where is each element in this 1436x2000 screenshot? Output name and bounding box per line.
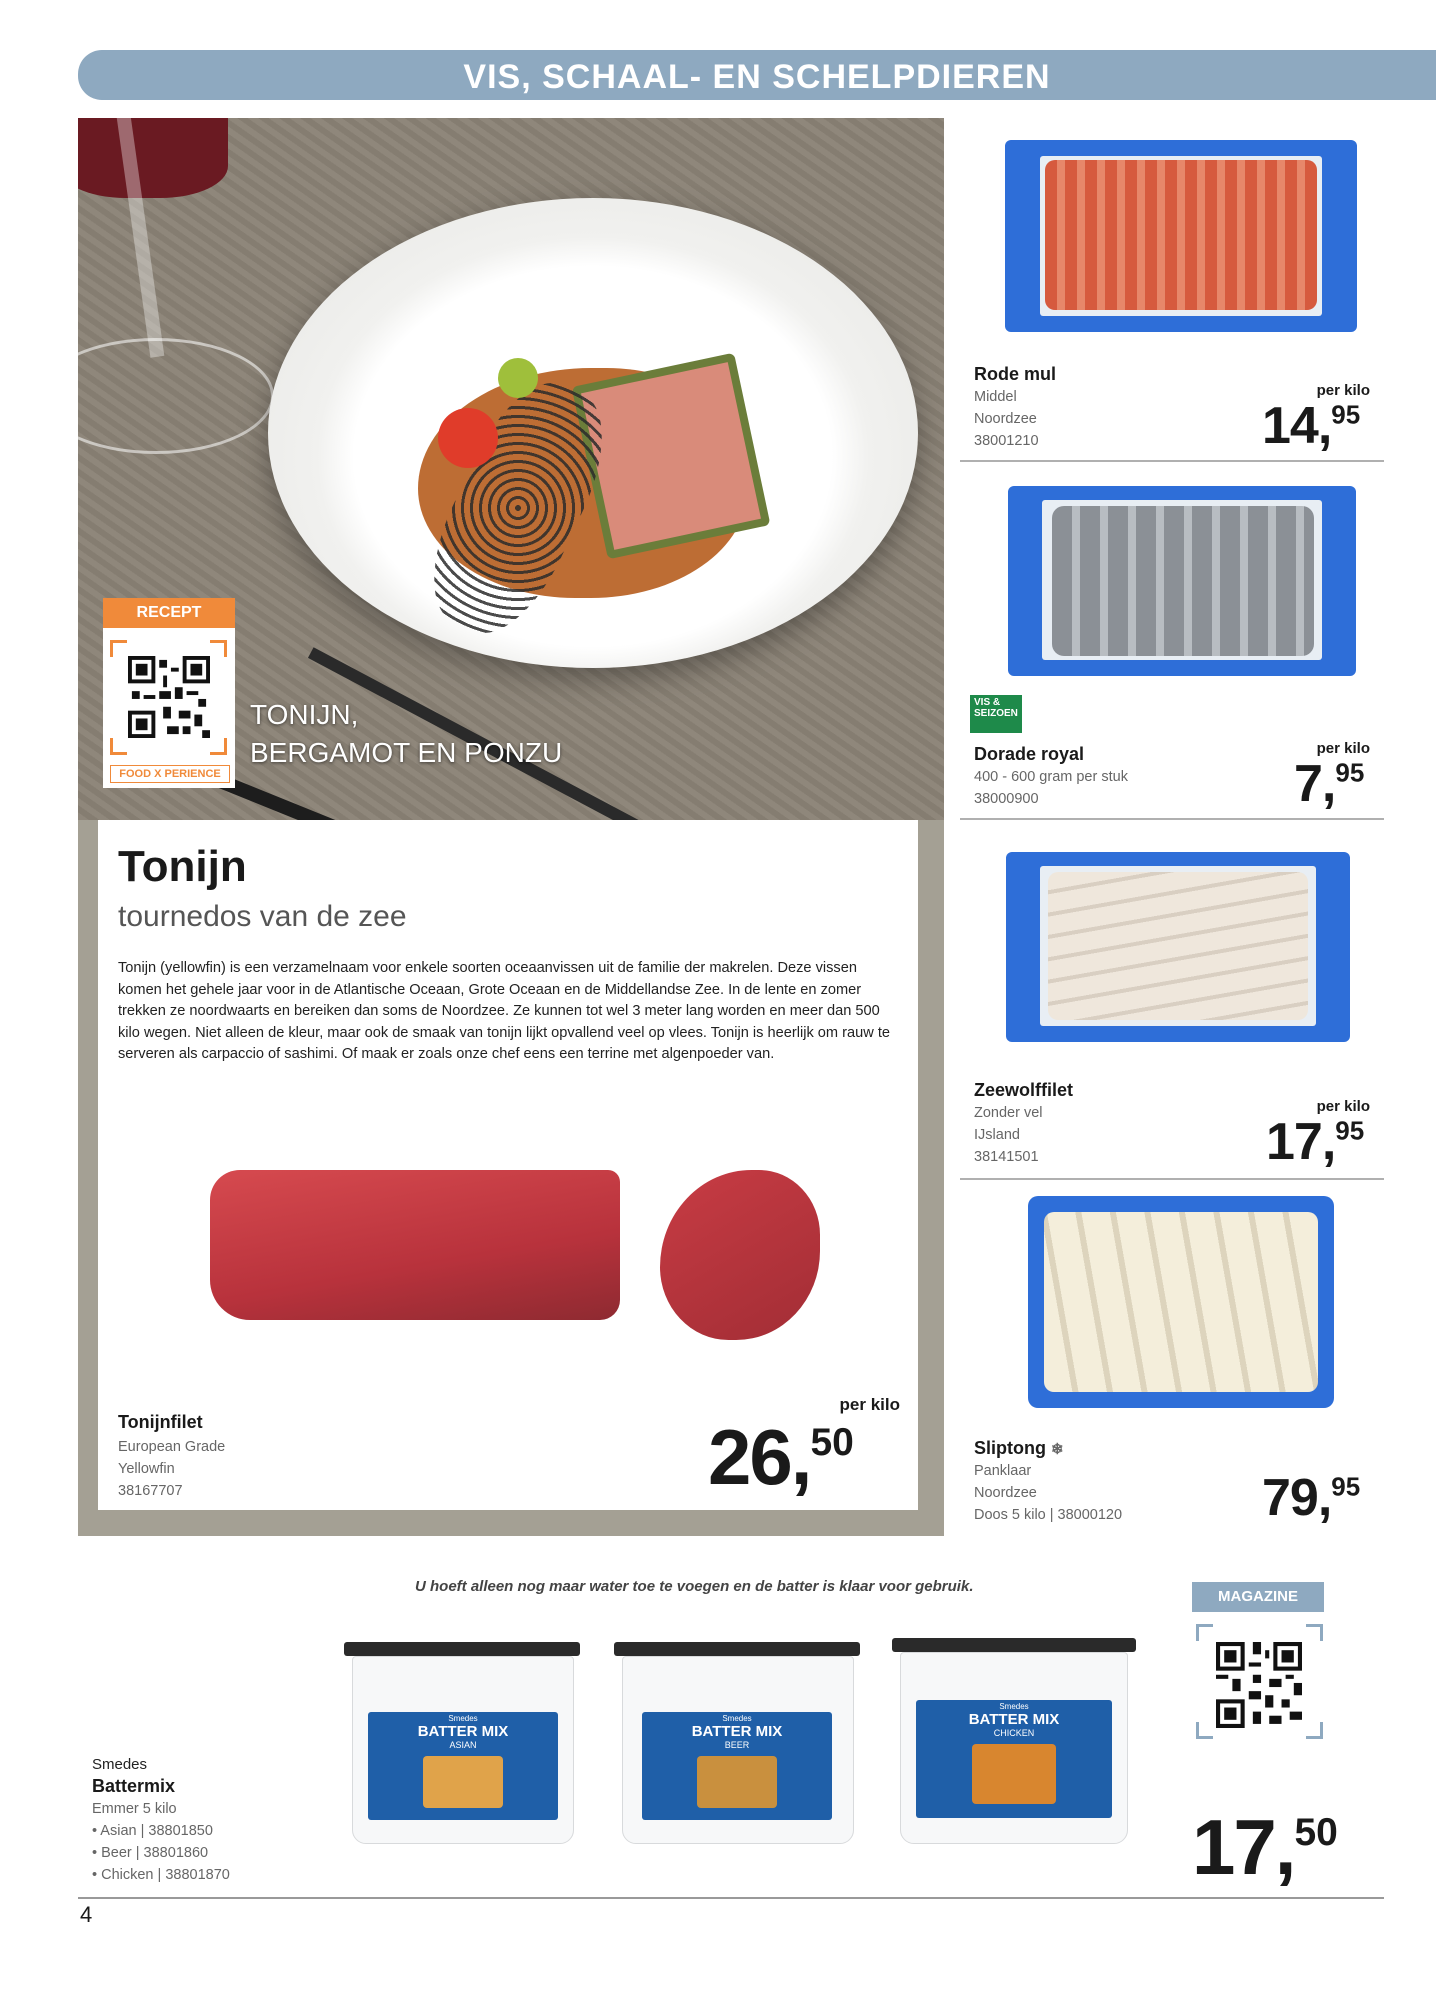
magazine-qr-code-icon[interactable] (1216, 1642, 1302, 1728)
price-cents: 50 (810, 1420, 854, 1464)
tuna-terrine (572, 353, 771, 560)
vis-seizoen-badge: VIS & SEIZOEN (970, 695, 1022, 733)
qr-corner-icon (1306, 1722, 1323, 1739)
product-name (974, 1438, 1064, 1459)
bucket-lid (892, 1638, 1136, 1652)
product-detail (974, 386, 1039, 452)
qr-corner-icon (210, 738, 227, 755)
asian-food-photo (423, 1756, 503, 1808)
price-cents: 95 (1335, 757, 1365, 788)
qr-corner-icon (110, 640, 127, 657)
feature-subtitle: tournedos van de zee (118, 900, 407, 933)
product-detail-line: Noordzee (974, 411, 1037, 427)
product-name: Zeewolffilet (974, 1080, 1074, 1100)
dorade-fish (1052, 506, 1314, 656)
divider (960, 818, 1384, 820)
qr-corner-icon (1196, 1722, 1213, 1739)
section-title: VIS, SCHAAL- EN SCHELPDIEREN (463, 58, 1051, 96)
bucket-lid (344, 1642, 580, 1656)
qr-corner-icon (110, 738, 127, 755)
product-name: Tonijnfilet (118, 1412, 203, 1432)
price-whole: 79, (1262, 1469, 1332, 1527)
bucket-label (916, 1700, 1112, 1818)
product-name: Dorade royal (974, 744, 1085, 764)
bucket-brand: Smedes (722, 1714, 752, 1723)
product-detail-line: Zonder vel (974, 1105, 1043, 1121)
product-detail-line: Noordzee (974, 1485, 1037, 1501)
bucket-variant: CHICKEN (993, 1728, 1035, 1738)
wolffish-fillet (1048, 872, 1308, 1020)
price (1262, 1468, 1360, 1528)
product-name: Battermix (92, 1776, 176, 1796)
page-number: 4 (80, 1902, 93, 1927)
product-code: 38167707 (118, 1483, 183, 1499)
product-code: 38141501 (974, 1149, 1039, 1165)
feature-body: Tonijn (yellowfin) is een verzamelnaam voor enkele soorten oceaanvissen uit de familie der makrelen. Deze vissen komen het gehele jaar voor in de Atlantische Oceaan, Grote Oceaan en de Middellandse Zee. In de lente en zomer trekken ze noordwaarts en bereiken dan soms de Noordzee. Ze kunnen tot wel 3 meter lang worden en meer dan 500 kilo wegen. Niet alleen de kleur, maar ook de smaak van tonijn lijkt opvallend veel op vlees. Tonijn is heerlijk om rauw te serveren als carpaccio of sashimi. Of maak er zoals onze chef eens een terrine met algenpoeder van. (118, 960, 890, 1062)
bucket-lid (614, 1642, 860, 1656)
price-whole: 26, (708, 1413, 811, 1501)
chicken-food-photo (972, 1744, 1056, 1804)
tomato (438, 408, 498, 468)
price-unit: per kilo (1316, 382, 1370, 399)
divider (960, 1178, 1384, 1180)
red-mullet-fish (1045, 160, 1317, 310)
dish-title (250, 696, 562, 772)
price-unit: per kilo (1316, 740, 1370, 757)
bucket-title: BATTER MIX (417, 1723, 509, 1740)
bucket-variant: ASIAN (449, 1740, 477, 1750)
price (1294, 754, 1364, 814)
variant-asian: • Asian | 38801850 (92, 1823, 213, 1839)
variant-beer: • Beer | 38801860 (92, 1845, 209, 1861)
price-whole: 17, (1266, 1113, 1336, 1171)
bucket-title: BATTER MIX (968, 1711, 1060, 1728)
product-name: Rode mul (974, 364, 1057, 384)
divider (960, 460, 1384, 462)
product-detail (974, 1460, 1122, 1526)
sole-fish (1044, 1212, 1318, 1392)
product-detail-line: IJsland (974, 1127, 1020, 1143)
product-code: Doos 5 kilo | 38000120 (974, 1507, 1123, 1523)
price (1266, 1112, 1364, 1172)
product-detail (974, 1102, 1043, 1168)
foodxperience-logo: FOOD X PERIENCE (110, 765, 230, 783)
product-detail-line: Panklaar (974, 1463, 1032, 1479)
beer-batter-food-photo (697, 1756, 777, 1808)
product-detail-line: 400 - 600 gram per stuk (974, 769, 1128, 785)
bucket-brand: Smedes (999, 1702, 1029, 1711)
product-code: 38000900 (974, 791, 1039, 807)
qr-corner-icon (1306, 1624, 1323, 1641)
price (708, 1412, 854, 1503)
footer-divider (78, 1897, 1384, 1899)
herb-garnish (498, 358, 538, 398)
product-name-text: Sliptong (974, 1438, 1046, 1458)
battermix-note: U hoeft alleen nog maar water toe te voegen en de batter is klaar voor gebruik. (415, 1578, 974, 1595)
product-detail (118, 1436, 225, 1502)
bucket-variant: BEER (724, 1740, 750, 1750)
product-detail-line: Emmer 5 kilo (92, 1801, 177, 1817)
product-detail (92, 1798, 230, 1886)
product-detail-line: European Grade (118, 1439, 226, 1455)
variant-chicken: • Chicken | 38801870 (92, 1867, 230, 1883)
price-cents: 95 (1331, 1471, 1361, 1502)
product-code: 38001210 (974, 433, 1039, 449)
price-unit: per kilo (1316, 1098, 1370, 1115)
battermix-brand: Smedes (92, 1756, 148, 1773)
product-detail (974, 766, 1128, 810)
product-detail-line: Middel (974, 389, 1017, 405)
qr-corner-icon (210, 640, 227, 657)
tuna-loin-image (210, 1170, 620, 1320)
bucket-label (368, 1712, 558, 1820)
recipe-qr-code-icon[interactable] (128, 656, 210, 738)
qr-corner-icon (1196, 1624, 1213, 1641)
product-detail-line: Yellowfin (118, 1461, 175, 1477)
bucket-label (642, 1712, 832, 1820)
magazine-tab: MAGAZINE (1192, 1582, 1324, 1612)
battermix-price (1192, 1802, 1338, 1893)
recipe-tab: RECEPT (103, 598, 235, 628)
price-whole: 7, (1294, 755, 1336, 813)
price-cents: 50 (1294, 1810, 1338, 1854)
frozen-snowflake-icon: ❄ (1051, 1441, 1064, 1458)
bucket-brand: Smedes (448, 1714, 478, 1723)
price (1262, 396, 1360, 456)
price-whole: 14, (1262, 397, 1332, 455)
price-cents: 95 (1331, 399, 1361, 430)
section-header (78, 50, 1436, 100)
price-whole: 17, (1192, 1803, 1295, 1891)
feature-title: Tonijn (118, 842, 247, 891)
bucket-title: BATTER MIX (691, 1723, 783, 1740)
dish-title-line2: BERGAMOT EN PONZU (250, 737, 563, 768)
dish-title-line1: TONIJN, (250, 699, 359, 730)
price-cents: 95 (1335, 1115, 1365, 1146)
wine-glass (78, 118, 228, 198)
price-unit: per kilo (839, 1395, 900, 1414)
